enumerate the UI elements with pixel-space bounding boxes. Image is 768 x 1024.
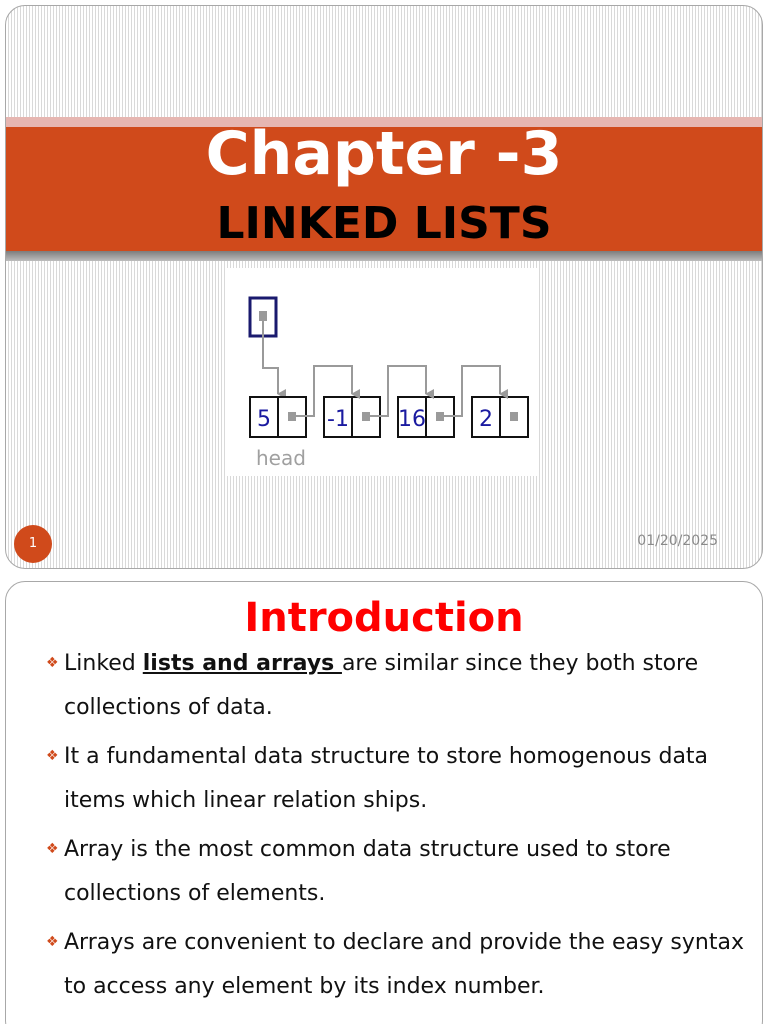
node-value: 5: [257, 407, 271, 432]
content-slide: [5, 581, 763, 1024]
chapter-title: Chapter -3: [205, 119, 563, 189]
diamond-bullet-icon: ❖: [46, 748, 59, 764]
bullet-item: [46, 921, 746, 1009]
bullet-text-emphasis: lists and arrays: [142, 651, 342, 676]
title-slide: [5, 5, 763, 569]
slide-date: 01/20/2025: [637, 533, 718, 549]
head-label: head: [256, 446, 306, 470]
bullet-text: Arrays are convenient to declare and provide the easy syntax to access any element by its index number.: [64, 930, 744, 999]
diamond-bullet-icon: ❖: [46, 655, 59, 671]
bullet-text-post: are similar since they both store collections of data.: [64, 651, 699, 720]
linked-list-svg: [226, 268, 538, 476]
bullet-text: Array is the most common data structure used to store collections of elements.: [64, 837, 671, 906]
head-pointer-dot: [259, 311, 267, 321]
slide-title: Introduction: [244, 595, 524, 641]
list-node: [472, 397, 528, 437]
bullet-text: It a fundamental data structure to store homogenous data items which linear relation ships.: [64, 744, 709, 813]
bullet-item: [46, 828, 746, 916]
title-band-shadow: [6, 251, 762, 261]
bullet-list: [46, 642, 746, 1014]
chapter-subtitle: LINKED LISTS: [216, 198, 552, 249]
page-number-badge: 1: [14, 525, 52, 563]
bullet-item: [46, 642, 746, 730]
node-value: 16: [398, 407, 426, 432]
diamond-bullet-icon: ❖: [46, 934, 59, 950]
diamond-bullet-icon: ❖: [46, 841, 59, 857]
node-value: 2: [479, 407, 493, 432]
node-value: -1: [327, 407, 349, 432]
bullet-item: [46, 735, 746, 823]
linked-list-diagram: [226, 268, 538, 476]
bullet-text-pre: Linked: [64, 651, 143, 676]
